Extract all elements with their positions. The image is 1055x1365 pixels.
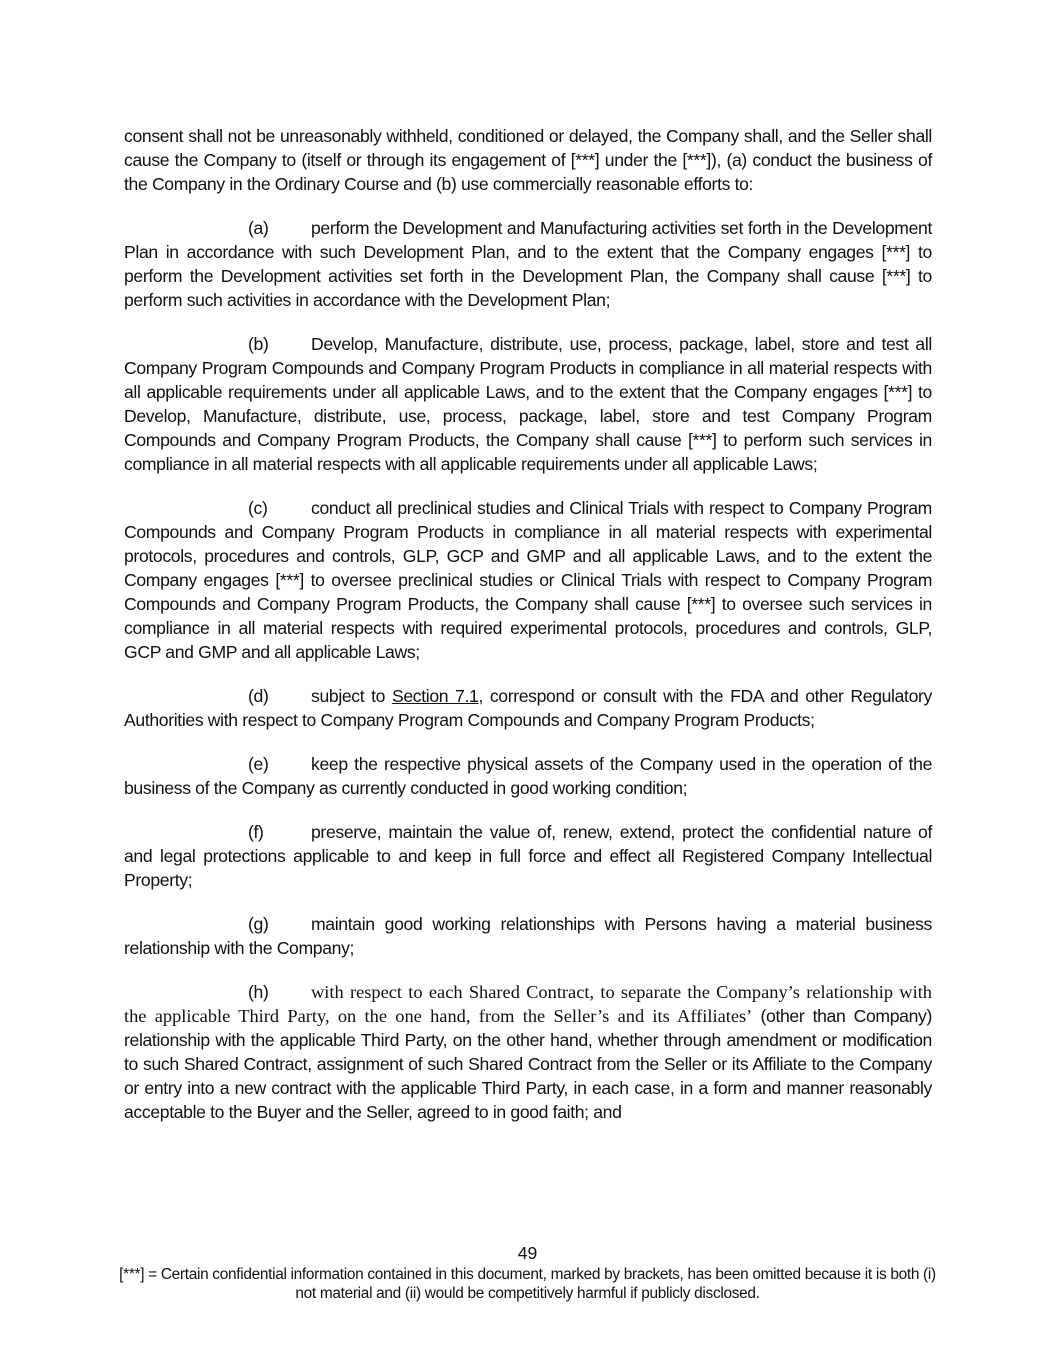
section-reference-link[interactable]: Section 7.1 [391,686,479,706]
intro-paragraph: consent shall not be unreasonably withheld, conditioned or delayed, the Company shall, and the Seller shall cause the Company to (itself or through its engagement of [***] under the [***]), (a) conduct the business of the Company in the Ordinary Course and (b) use commercially reasonable efforts to: [124,126,932,194]
clause-text: preserve, maintain the value of, renew, extend, protect the confidential nature of and legal protections applicable to and keep in full force and effect all Registered Company Intellectual Property; [124,822,932,890]
clause-h [124,980,932,1124]
document-body [124,124,932,1124]
clause-f [124,820,932,892]
clause-d [124,684,932,732]
clause-g [124,912,932,960]
clause-label: (b) [248,334,269,354]
clause-text-after: , correspond or consult with the FDA and other Regulatory Authorities with respect to Company Program Compounds and Company Program Products; [124,686,932,730]
clause-label: (c) [248,498,268,518]
clause-text: conduct all preclinical studies and Clinical Trials with respect to Company Program Compounds and Company Program Products in compliance in all material respects with experimental protocols, procedures and controls, GLP, GCP and GMP and all applicable Laws, and to the extent the Company engages [***] to oversee preclinical studies or Clinical Trials with respect to Company Program Compounds and Company Program Products, the Company shall cause [***] to oversee such services in compliance in all material respects with required experimental protocols, procedures and controls, GLP, GCP and GMP and all applicable Laws; [124,498,932,662]
clause-a [124,216,932,312]
clause-text-before: subject to [311,686,386,706]
clause-label: (f) [248,822,264,842]
clause-b [124,332,932,476]
clause-text: keep the respective physical assets of the Company used in the operation of the business of the Company as currently conducted in good working condition; [124,754,932,798]
clause-label: (d) [248,686,269,706]
clause-label: (a) [248,218,269,238]
page-number: 49 [517,1243,538,1263]
confidentiality-footnote: [***] = Certain confidential information contained in this document, marked by brackets, has been omitted because it is both (i) not material and (ii) would be competitively harmful if publicly disclosed. [119,1266,936,1302]
clause-label: (e) [248,754,269,774]
clause-label: (h) [248,982,269,1002]
clause-label: (g) [248,914,269,934]
clause-text: perform the Development and Manufacturing activities set forth in the Development Plan in accordance with such Development Plan, and to the extent that the Company engages [***] to perform the Development activities set forth in the Development Plan, the Company shall cause [***] to perform such activities in accordance with the Development Plan; [124,218,932,310]
clause-c [124,496,932,664]
clause-text: maintain good working relationships with Persons having a material business relationship with the Company; [124,914,932,958]
clause-text-lead: with respect to each Shared Contract, to separate the Company’s relationship with the applicable Third Party, on the one hand, from the Seller’s and its Affiliates’ [124,982,932,1026]
clause-e [124,752,932,800]
clause-text: Develop, Manufacture, distribute, use, process, package, label, store and test all Company Program Compounds and Company Program Products in compliance in all material respects with all applicable requirements under all applicable Laws, and to the extent that the Company engages [***] to Develop, Manufacture, distribute, use, process, package, label, store and test Company Program Compounds and Company Program Products, the Company shall cause [***] to perform such services in compliance in all material respects with all applicable requirements under all applicable Laws; [124,334,932,474]
clause-text-rest: (other than Company) relationship with the applicable Third Party, on the other hand, whether through amendment or modification to such Shared Contract, assignment of such Shared Contract from the Seller or its Affiliate to the Company or entry into a new contract with the applicable Third Party, in each case, in a form and manner reasonably acceptable to the Buyer and the Seller, agreed to in good faith; and [124,1006,932,1122]
